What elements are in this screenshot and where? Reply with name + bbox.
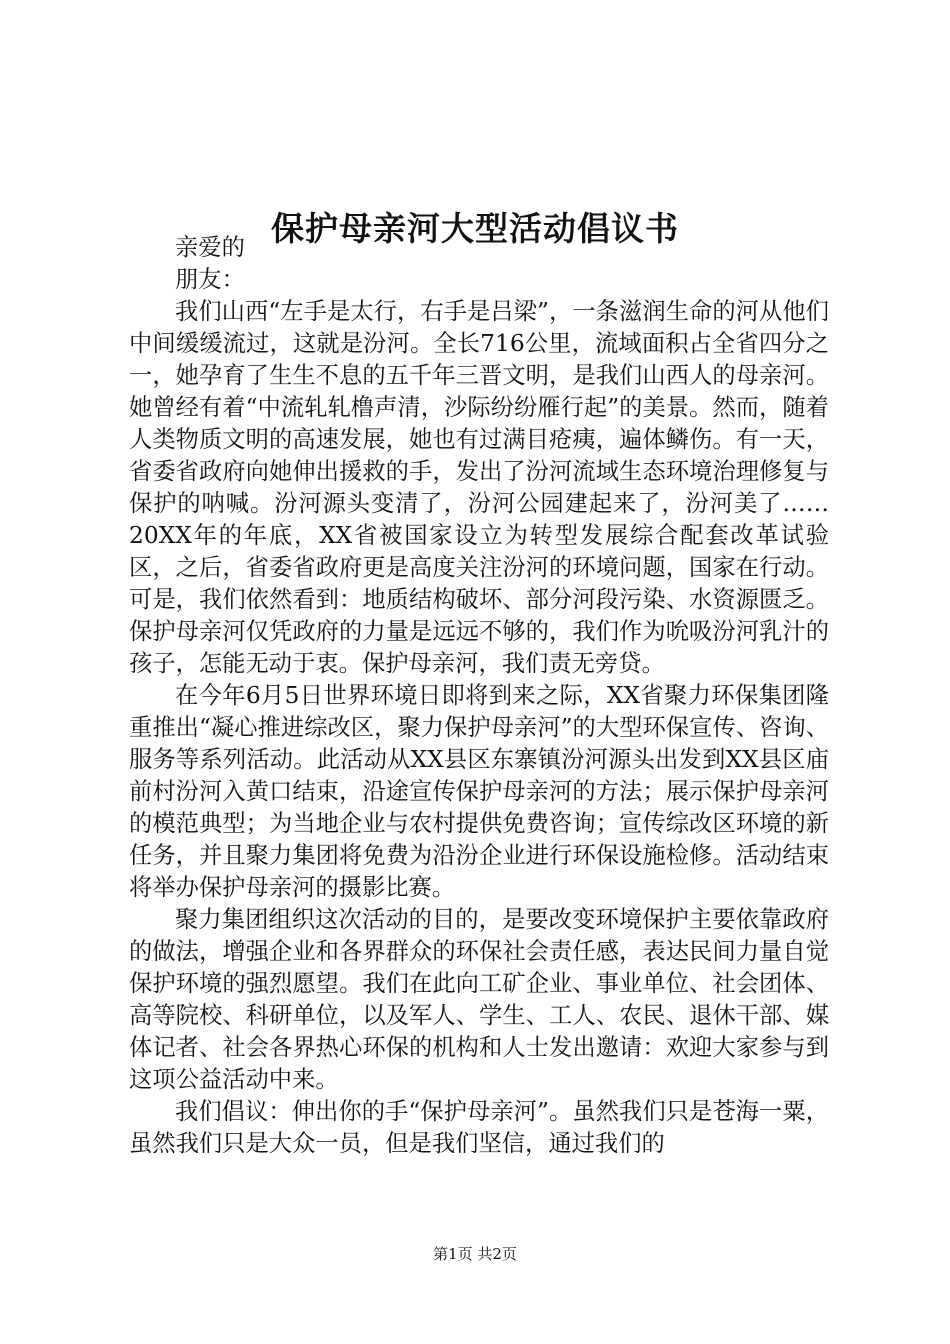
paragraph-2: 在今年6月5日世界环境日即将到来之际，XX省聚力环保集团隆重推出“凝心推进综改区，聚力保护母亲河”的大型环保宣传、咨询、服务等系列活动。此活动从XX县区东寨镇汾河源头出发到XX县区庙前村汾河入黄口结束，沿途宣传保护母亲河的方法；展示保护母亲河的模范典型；为当地企业与农村提供免费咨询；宣传综改区环境的新任务，并且聚力集团将免费为沿汾企业进行环保设施检修。活动结束将举办保护母亲河的摄影比赛。 <box>129 682 829 901</box>
paragraph-4: 我们倡议：伸出你的手“保护母亲河”。虽然我们只是苍海一粟，虽然我们只是大众一员，但是我们坚信，通过我们的 <box>129 1098 829 1157</box>
salutation-line-2: 朋友： <box>175 266 245 293</box>
salutation-line-1: 亲爱的 <box>175 234 245 261</box>
document-title: 保护母亲河大型活动倡议书 <box>271 209 679 249</box>
page-number-footer: 第1页 共2页 <box>433 1245 517 1263</box>
paragraph-3: 聚力集团组织这次活动的目的，是要改变环境保护主要依靠政府的做法，增强企业和各界群众的环保社会责任感，表达民间力量自觉保护环境的强烈愿望。我们在此向工矿企业、事业单位、社会团体、高等院校、科研单位，以及军人、学生、工人、农民、退休干部、媒体记者、社会各界热心环保的机构和人士发出邀请：欢迎大家参与到这项公益活动中来。 <box>129 906 829 1093</box>
paragraph-1: 我们山西“左手是太行，右手是吕梁”，一条滋润生命的河从他们中间缓缓流过，这就是汾河。全长716公里，流域面积占全省四分之一，她孕育了生生不息的五千年三晋文明，是我们山西人的母亲河。她曾经有着“中流轧轧橹声清，沙际纷纷雁行起”的美景。然而，随着人类物质文明的高速发展，她也有过满目疮痍，遍体鳞伤。有一天，省委省政府向她伸出援救的手，发出了汾河流域生态环境治理修复与保护的呐喊。汾河源头变清了，汾河公园建起来了，汾河美了……20XX年的年底，XX省被国家设立为转型发展综合配套改革试验区，之后，省委省政府更是高度关注汾河的环境问题，国家在行动。可是，我们依然看到：地质结构破坏、部分河段污染、水资源匮乏。保护母亲河仅凭政府的力量是远远不够的，我们作为吮吸汾河乳汁的孩子，怎能无动于衷。保护母亲河，我们责无旁贷。 <box>129 298 829 677</box>
document-body <box>129 232 829 1160</box>
